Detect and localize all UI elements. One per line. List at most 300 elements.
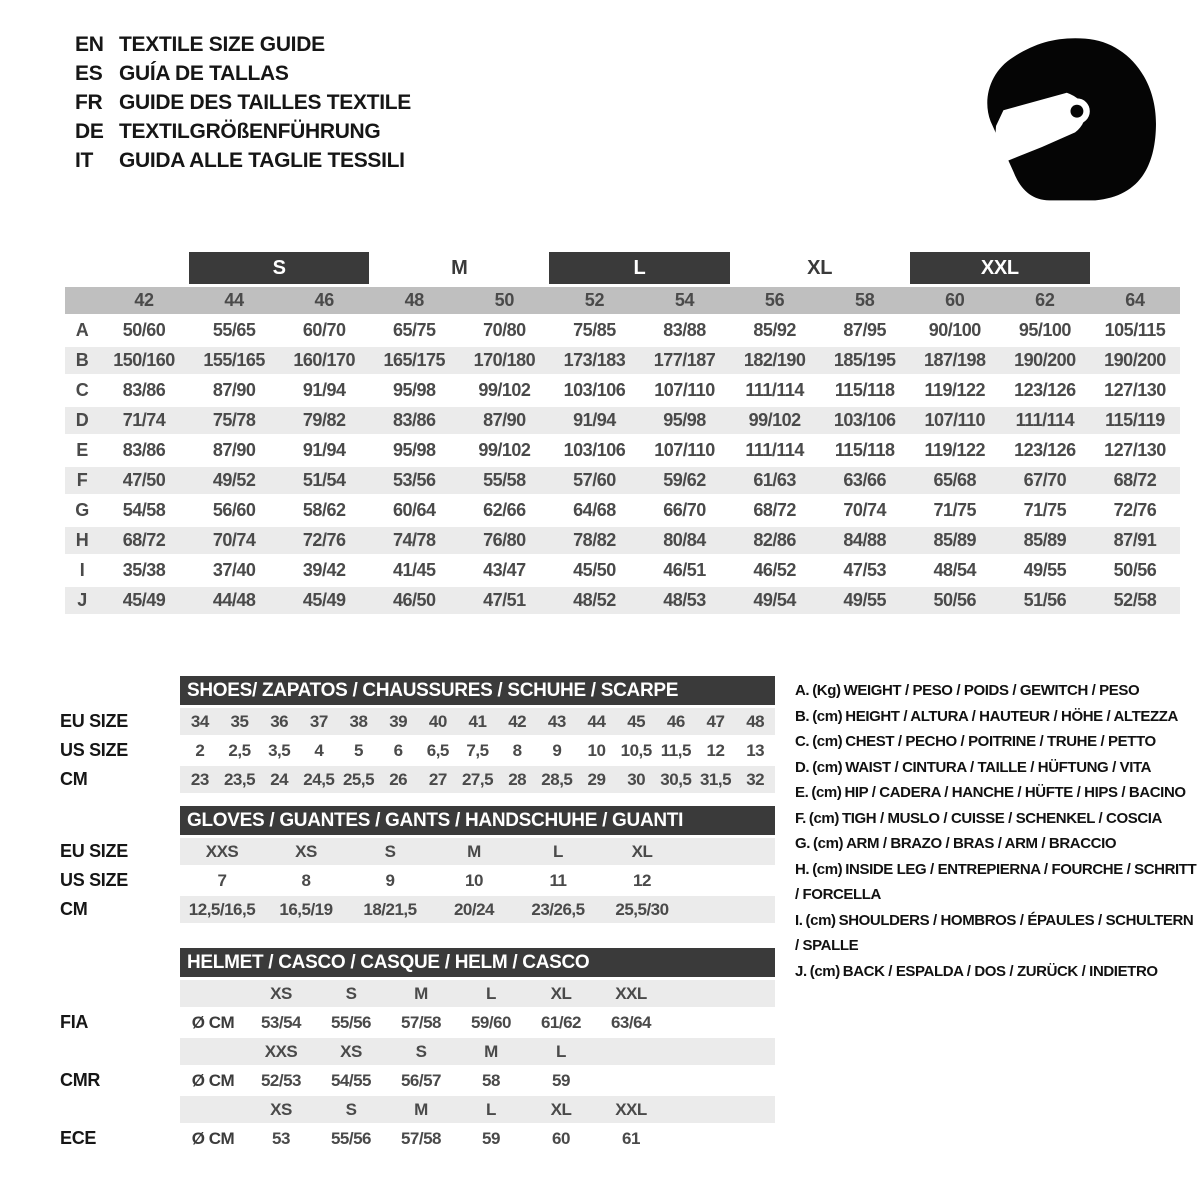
value-cell: 34	[190, 711, 209, 731]
legend-text: HEIGHT / ALTURA / HAUTEUR / HÖHE / ALTEZZA	[845, 707, 1178, 725]
value-cell: 35	[230, 711, 249, 731]
size-cell: 51/54	[302, 470, 346, 490]
value-cell: S	[415, 1041, 427, 1061]
value-cell: XXL	[615, 1099, 647, 1119]
size-cell: 177/187	[653, 350, 716, 370]
value-cell: 59/60	[470, 1012, 512, 1032]
size-cell: 99/102	[478, 440, 531, 460]
row-label: J	[77, 590, 87, 610]
table-row	[60, 980, 795, 1007]
size-cell: 45/49	[302, 590, 346, 610]
value-cell: 44	[587, 711, 606, 731]
value-cell: 57/58	[400, 1012, 442, 1032]
size-cell: 127/130	[1104, 380, 1166, 400]
side-label: EU SIZE	[60, 711, 128, 731]
value-cell: 38	[349, 711, 368, 731]
value-cell: 3,5	[268, 740, 291, 760]
size-cell: 46/50	[393, 590, 436, 610]
value-cell: 7,5	[466, 740, 489, 760]
size-cell: 70/80	[483, 320, 526, 340]
table-row	[60, 896, 795, 923]
row-label: A	[75, 320, 89, 340]
table-row	[60, 838, 795, 865]
value-cell: 25,5/30	[615, 899, 669, 919]
size-cell: 52/58	[1113, 590, 1157, 610]
size-cell: 83/88	[663, 320, 706, 340]
column-header-cell: 46	[314, 290, 334, 310]
shoes-title-bar: SHOES/ ZAPATOS / CHAUSSURES / SCHUHE / SCARPE	[180, 676, 775, 705]
helmet-row-values	[180, 1067, 775, 1094]
value-cell: XS	[340, 1041, 362, 1061]
legend-unit: (cm)	[812, 733, 843, 750]
value-cell: 11,5	[660, 740, 691, 760]
legend-text: SHOULDERS / HOMBROS / ÉPAULES / SCHULTERN / SPALLE	[795, 911, 1194, 954]
value-cell: XXL	[615, 983, 647, 1003]
size-cell: 61/63	[753, 470, 796, 490]
value-cell: 16,5/19	[279, 899, 333, 919]
row-label: I	[79, 560, 85, 580]
size-cell: 111/114	[745, 440, 804, 460]
size-cell: 68/72	[1113, 470, 1157, 490]
value-cell: 12	[706, 740, 725, 760]
language-code: DE	[75, 119, 104, 143]
size-cell: 173/183	[563, 350, 626, 370]
value-cell: 40	[428, 711, 447, 731]
value-cell: 25,5	[342, 769, 375, 789]
size-cell: 67/70	[1023, 470, 1067, 490]
table-row	[60, 1009, 795, 1036]
value-cell: 27	[428, 769, 447, 789]
legend-key: H.	[795, 860, 810, 878]
measurement-legend	[795, 678, 1200, 984]
side-label: EU SIZE	[60, 841, 128, 861]
legend-item	[795, 806, 1200, 832]
value-cell: 23/26,5	[531, 899, 585, 919]
column-header-cell: 54	[674, 290, 695, 310]
column-header-cell: 62	[1035, 290, 1055, 310]
value-cell: 10	[465, 870, 483, 890]
value-cell: 52/53	[260, 1070, 302, 1090]
size-cell: 46/51	[663, 560, 706, 580]
size-number-header	[65, 287, 1180, 314]
size-cell: 95/98	[393, 380, 436, 400]
row-label: E	[76, 440, 88, 460]
textile-size-table	[65, 252, 1180, 617]
value-cell: 9	[385, 870, 395, 890]
size-cell: 53/56	[393, 470, 436, 490]
value-cell: 28	[508, 769, 527, 789]
size-cell: 76/80	[483, 530, 526, 550]
legend-text: CHEST / PECHO / POITRINE / TRUHE / PETTO	[845, 733, 1156, 750]
value-cell: 29	[587, 769, 606, 789]
value-cell: Ø CM	[191, 1128, 235, 1148]
column-header-cell: 42	[134, 290, 154, 310]
legend-item	[795, 780, 1200, 806]
size-cell: 58/62	[302, 500, 346, 520]
language-row	[75, 146, 411, 175]
row-label: C	[75, 380, 89, 400]
size-cell: 165/175	[383, 350, 446, 370]
size-cell: 72/76	[1113, 500, 1157, 520]
value-cell: 46	[666, 711, 685, 731]
size-cell: 74/78	[393, 530, 436, 550]
size-cell: 123/126	[1014, 380, 1076, 400]
size-cell: 123/126	[1014, 440, 1076, 460]
size-cell: 79/82	[302, 410, 346, 430]
value-cell: 2	[195, 740, 205, 760]
table-row	[65, 557, 1180, 584]
size-cell: 55/65	[212, 320, 256, 340]
table-row	[65, 347, 1180, 374]
value-cell: 28,5	[541, 769, 573, 789]
size-cell: 87/90	[212, 380, 256, 400]
size-cell: 91/94	[302, 380, 346, 400]
side-label: CM	[60, 899, 88, 919]
value-cell: 48	[746, 711, 765, 731]
legend-unit: (cm)	[812, 707, 843, 725]
legend-unit: (cm)	[812, 758, 843, 776]
column-header-cell: 52	[584, 290, 605, 310]
value-cell: 63/64	[610, 1012, 652, 1032]
language-title: GUÍA DE TALLAS	[119, 61, 289, 85]
language-row	[75, 59, 411, 88]
value-cell: 8	[512, 740, 522, 760]
legend-text: WEIGHT / PESO / POIDS / GEWITCH / PESO	[843, 682, 1140, 699]
value-cell: 5	[354, 740, 363, 760]
size-cell: 107/110	[924, 410, 986, 430]
value-cell: XXS	[264, 1041, 298, 1061]
size-cell: 85/89	[933, 530, 977, 550]
table-row	[65, 377, 1180, 404]
legend-text: BACK / ESPALDA / DOS / ZURÜCK / INDIETRO	[842, 962, 1158, 980]
value-cell	[596, 1038, 666, 1065]
size-group-xxl: XXL	[910, 252, 1090, 284]
value-cell: 10,5	[620, 740, 652, 760]
legend-key: C.	[795, 733, 810, 750]
column-header-cell: 50	[494, 290, 515, 310]
size-cell: 119/122	[924, 380, 986, 400]
value-cell: 37	[309, 711, 328, 731]
size-cell: 160/170	[293, 350, 355, 370]
size-cell: 80/84	[663, 530, 706, 550]
value-cell: 61	[622, 1128, 640, 1148]
value-cell: 7	[217, 870, 227, 890]
language-row	[75, 30, 411, 59]
value-cell: 43	[547, 711, 566, 731]
language-title: TEXTILE SIZE GUIDE	[119, 32, 325, 56]
size-cell: 103/106	[833, 410, 896, 430]
size-cell: 87/90	[212, 440, 256, 460]
table-row	[65, 467, 1180, 494]
size-cell: 187/198	[924, 350, 986, 370]
size-cell: 56/60	[212, 500, 256, 520]
legend-unit: (cm)	[808, 809, 839, 827]
legend-item	[795, 678, 1200, 704]
row-label: H	[75, 530, 89, 550]
legend-item	[795, 704, 1200, 730]
value-cell: XL	[550, 983, 572, 1003]
value-cell: 61/62	[540, 1012, 582, 1032]
value-cell: Ø CM	[191, 1070, 235, 1090]
legend-unit: (cm)	[811, 784, 842, 801]
size-cell: 57/60	[573, 470, 616, 490]
helmet-size-table	[60, 948, 795, 1154]
size-cell: 71/74	[122, 410, 166, 430]
size-cell: 99/102	[748, 410, 801, 430]
value-cell: 6,5	[426, 740, 449, 760]
size-cell: 68/72	[122, 530, 166, 550]
size-cell: 71/75	[1023, 500, 1067, 520]
legend-unit: (cm)	[809, 962, 840, 980]
value-cell: 59	[552, 1070, 570, 1090]
table-row	[60, 1067, 795, 1094]
value-cell: 45	[627, 711, 646, 731]
value-cell: XS	[270, 983, 292, 1003]
size-cell: 91/94	[573, 410, 616, 430]
value-cell: 53/54	[260, 1012, 302, 1032]
value-cell: 27,5	[461, 769, 494, 789]
legend-text: HIP / CADERA / HANCHE / HÜFTE / HIPS / BACINO	[844, 784, 1186, 801]
size-cell: 43/47	[483, 560, 526, 580]
helmet-title-bar: HELMET / CASCO / CASQUE / HELM / CASCO	[180, 948, 775, 977]
size-rows	[65, 317, 1180, 614]
column-header-cell: 56	[764, 290, 785, 310]
legend-text: INSIDE LEG / ENTREPIERNA / FOURCHE / SCHRITT / FORCELLA	[795, 860, 1197, 903]
standard-label	[60, 1096, 180, 1123]
table-row	[65, 437, 1180, 464]
value-cell	[180, 980, 246, 1007]
value-cell: 42	[508, 711, 527, 731]
size-cell: 55/58	[483, 470, 526, 490]
legend-unit: (Kg)	[812, 682, 841, 699]
legend-key: B.	[795, 707, 810, 725]
size-cell: 48/53	[663, 590, 706, 610]
legend-text: WAIST / CINTURA / TAILLE / HÜFTUNG / VITA	[845, 758, 1152, 776]
table-row	[60, 1038, 795, 1065]
helmet-row-values	[180, 980, 775, 1007]
side-label: US SIZE	[60, 870, 128, 890]
gloves-row-values	[180, 838, 775, 865]
size-cell: 85/89	[1023, 530, 1067, 550]
value-cell: 39	[389, 711, 408, 731]
size-cell: 50/56	[1113, 560, 1157, 580]
size-cell: 95/98	[663, 410, 706, 430]
value-cell: L	[556, 1041, 566, 1061]
value-cell: 47	[706, 711, 725, 731]
size-group-l: L	[549, 252, 729, 284]
size-cell: 59/62	[663, 470, 706, 490]
size-cell: 150/160	[113, 350, 175, 370]
value-cell: 58	[482, 1070, 500, 1090]
row-label: G	[75, 500, 89, 520]
size-cell: 71/75	[933, 500, 977, 520]
legend-item	[795, 831, 1200, 857]
legend-unit: (cm)	[813, 835, 844, 852]
legend-key: G.	[795, 835, 811, 852]
size-cell: 99/102	[478, 380, 531, 400]
value-cell: S	[384, 841, 396, 861]
value-cell: 57/58	[400, 1128, 442, 1148]
language-title-list	[75, 30, 411, 175]
value-cell: M	[414, 983, 428, 1003]
value-cell	[596, 1067, 666, 1094]
language-title: GUIDE DES TAILLES TEXTILE	[119, 90, 411, 114]
value-cell: 32	[746, 769, 765, 789]
size-cell: 47/53	[843, 560, 886, 580]
side-label: US SIZE	[60, 740, 128, 760]
size-cell: 50/60	[122, 320, 166, 340]
shoes-size-table	[60, 676, 795, 795]
value-cell: 9	[552, 740, 562, 760]
value-cell: 53	[272, 1128, 290, 1148]
table-row	[60, 737, 795, 764]
value-cell: M	[467, 841, 481, 861]
standard-label	[60, 980, 180, 1007]
helmet-icon	[978, 34, 1163, 204]
size-cell: 105/115	[1104, 320, 1166, 340]
language-title: GUIDA ALLE TAGLIE TESSILI	[119, 148, 405, 172]
size-cell: 75/85	[573, 320, 616, 340]
value-cell: 23,5	[223, 769, 256, 789]
size-cell: 190/200	[1104, 350, 1166, 370]
column-header-cell: 64	[1125, 290, 1145, 310]
legend-unit: (cm)	[812, 860, 843, 878]
legend-item	[795, 959, 1200, 985]
standard-label	[60, 1038, 180, 1065]
table-row	[65, 317, 1180, 344]
size-cell: 65/75	[393, 320, 436, 340]
table-row	[60, 1125, 795, 1152]
table-row	[65, 587, 1180, 614]
gloves-row-values	[180, 867, 775, 894]
language-title: TEXTILGRÖßENFÜHRUNG	[119, 119, 381, 143]
size-cell: 50/56	[933, 590, 977, 610]
legend-text: TIGH / MUSLO / CUISSE / SCHENKEL / COSCIA	[841, 809, 1162, 827]
size-group-xl: XL	[807, 256, 833, 279]
size-cell: 63/66	[843, 470, 886, 490]
table-row	[65, 527, 1180, 554]
size-cell: 182/190	[743, 350, 806, 370]
table-row	[60, 708, 795, 735]
size-cell: 37/40	[212, 560, 256, 580]
size-cell: 39/42	[302, 560, 346, 580]
value-cell: 60	[552, 1128, 570, 1148]
legend-key: I.	[795, 911, 803, 929]
value-cell: 55/56	[330, 1012, 372, 1032]
value-cell: 56/57	[400, 1070, 442, 1090]
size-cell: 68/72	[753, 500, 796, 520]
size-cell: 155/165	[203, 350, 265, 370]
size-cell: 41/45	[393, 560, 436, 580]
size-cell: 103/106	[563, 440, 626, 460]
size-cell: 170/180	[473, 350, 536, 370]
value-cell: Ø CM	[191, 1012, 235, 1032]
value-cell: 11	[549, 870, 567, 890]
value-cell: XS	[270, 1099, 292, 1119]
value-cell: 2,5	[228, 740, 251, 760]
size-cell: 54/58	[122, 500, 166, 520]
size-cell: 185/195	[833, 350, 896, 370]
helmet-row-values	[180, 1038, 775, 1065]
size-cell: 83/86	[393, 410, 436, 430]
legend-item	[795, 857, 1200, 908]
row-label: D	[75, 410, 89, 430]
value-cell: 30,5	[660, 769, 692, 789]
size-cell: 70/74	[212, 530, 256, 550]
size-cell: 49/55	[843, 590, 886, 610]
value-cell: 26	[389, 769, 408, 789]
size-cell: 119/122	[924, 440, 986, 460]
table-row	[65, 497, 1180, 524]
column-header-cell: 60	[945, 290, 965, 310]
size-cell: 48/52	[573, 590, 616, 610]
value-cell: XS	[295, 841, 317, 861]
size-cell: 70/74	[843, 500, 886, 520]
size-cell: 78/82	[573, 530, 616, 550]
helmet-row-values	[180, 1009, 775, 1036]
size-cell: 45/50	[573, 560, 616, 580]
value-cell: 6	[393, 740, 403, 760]
size-cell: 115/118	[834, 380, 895, 400]
gloves-size-table	[60, 806, 795, 925]
value-cell: 36	[270, 711, 289, 731]
value-cell: L	[553, 841, 563, 861]
helmet-row-values	[180, 1096, 775, 1123]
size-cell: 90/100	[928, 320, 981, 340]
legend-item	[795, 729, 1200, 755]
size-group-m: M	[451, 256, 468, 279]
table-row	[65, 407, 1180, 434]
table-row	[60, 766, 795, 793]
size-cell: 103/106	[563, 380, 626, 400]
value-cell: 30	[627, 769, 646, 789]
value-cell: L	[486, 983, 496, 1003]
language-row	[75, 88, 411, 117]
column-header-cell: 58	[854, 290, 875, 310]
side-label: CM	[60, 769, 88, 789]
size-cell: 190/200	[1014, 350, 1076, 370]
size-cell: 107/110	[654, 380, 715, 400]
size-cell: 51/56	[1023, 590, 1067, 610]
row-label: F	[76, 470, 88, 490]
value-cell: 20/24	[453, 899, 495, 919]
size-cell: 83/86	[122, 380, 166, 400]
size-cell: 46/52	[753, 560, 796, 580]
size-group-header	[65, 252, 1180, 284]
standard-label: CMR	[60, 1070, 101, 1090]
size-cell: 82/86	[753, 530, 796, 550]
table-row	[60, 867, 795, 894]
size-cell: 66/70	[663, 500, 706, 520]
standard-label: ECE	[60, 1128, 97, 1148]
legend-key: A.	[795, 682, 810, 699]
size-cell: 127/130	[1104, 440, 1166, 460]
value-cell: M	[414, 1099, 428, 1119]
value-cell: L	[486, 1099, 496, 1119]
size-cell: 87/95	[843, 320, 886, 340]
value-cell: 8	[301, 870, 311, 890]
language-code: EN	[75, 32, 104, 56]
legend-text: ARM / BRAZO / BRAS / ARM / BRACCIO	[846, 835, 1117, 852]
legend-item	[795, 755, 1200, 781]
value-cell: 59	[482, 1128, 500, 1148]
language-code: IT	[75, 148, 94, 172]
helmet-row-values	[180, 1125, 775, 1152]
value-cell: S	[345, 1099, 357, 1119]
size-cell: 75/78	[212, 410, 256, 430]
table-row	[60, 1096, 795, 1123]
size-cell: 85/92	[753, 320, 796, 340]
